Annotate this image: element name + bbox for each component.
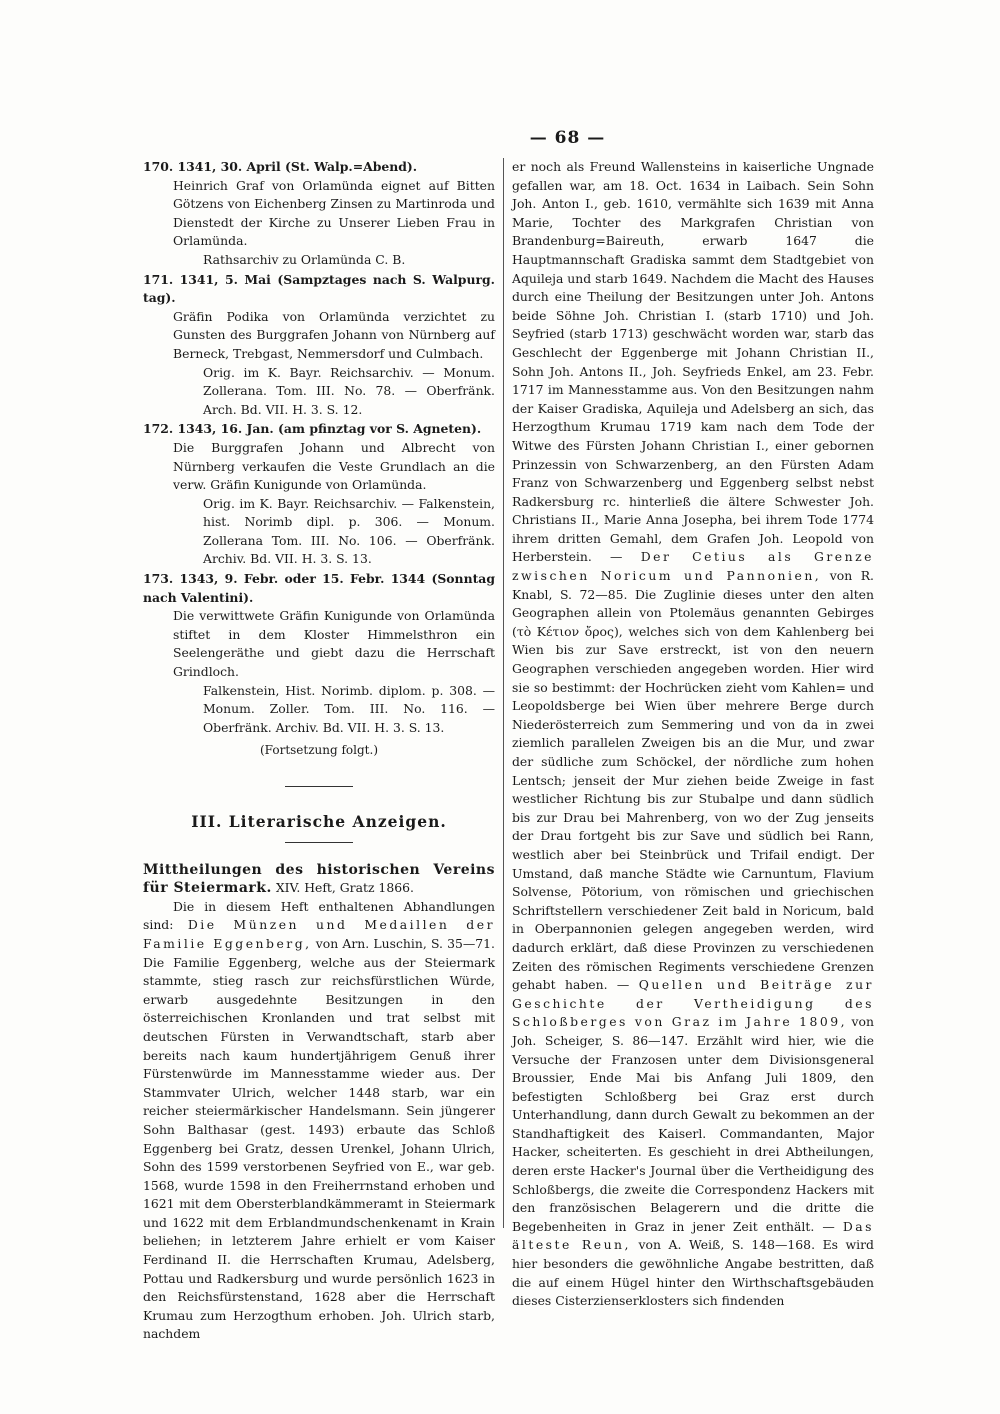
entry-head: 171. 1341, 5. Mai (Sampztages nach S. Walpurg. tag). [143, 271, 495, 306]
review-title: Mittheilungen des historischen Vereins für Steiermark. [143, 861, 495, 897]
article-title: Das älteste Reun, [512, 1218, 874, 1253]
paragraph-text: von Joh. Scheiger, S. 86—147. Erzählt wird hier, wie die Versuche der Franzosen unter dem Divisionsgeneral Broussier, Ende Mai bis Anfang Juli 1809, den befestigten Schloßberg bei Graz erst durch Unterhandlung, dann durch Gewalt zu bekommen an der Standhaftigkeit des Kaiserl. Commandanten, Major Hacker, scheiterten. Es geschieht in drei Abtheilungen, deren erste Hacker's Journal über die Vertheidigung des Schloßbergs, die zweite die Correspondenz Hackers mit den französischen Belagerern und die dritte die Begebenheiten in Graz in jener Zeit enthält. — [512, 1014, 874, 1234]
paragraph-text: von A. Weiß, S. 148—168. Es wird hier besonders die gewöhnliche Angabe bestritten, daß die auf einem Hügel hinter den Wirthschaftsgebäuden dieses Cisterzienserklosters sich findenden [512, 1237, 874, 1309]
section-divider [285, 842, 353, 843]
section-divider [285, 786, 353, 787]
entry-body: Die verwittwete Gräfin Kunigunde von Orlamünda stiftet in dem Kloster Himmelsthron ein Seelengeräthe und giebt dazu die Herrschaft Grindloch. [173, 608, 495, 680]
entry-head: 173. 1343, 9. Febr. oder 15. Febr. 1344 (Sonntag nach Valentini). [143, 571, 495, 605]
entry-body: Heinrich Graf von Orlamünda eignet auf Bitten Götzens von Eichenberg Zinsen zu Martinroda und Dienstedt der Kirche zu Unserer Lieben Frau in Orlamünda. [173, 177, 495, 249]
section-title: III. Literarische Anzeigen. [191, 812, 447, 831]
article-title: Die Münzen und Medaillen der Familie Eggenberg, [143, 917, 495, 951]
entry-body: Gräfin Podika von Orlamünda verzichtet zu Gunsten des Burggrafen Johann von Nürnberg auf Berneck, Trebgast, Nemmersdorf und Culmbach. [173, 308, 495, 361]
paragraph [512, 158, 874, 1311]
entry-source: Rathsarchiv zu Orlamünda C. B. [203, 251, 406, 267]
entry-body: Die Burggrafen Johann und Albrecht von Nürnberg verkaufen die Veste Grundlach an die verw. Gräfin Kunigunde von Orlamünda. [173, 439, 495, 493]
paragraph-text: er noch als Freund Wallensteins in kaiserliche Ungnade gefallen war, am 18. Oct. 1634 in Laibach. Sein Sohn Joh. Anton I., geb. 1610, vermählte sich 1639 mit Anna Marie, Tochter des Markgrafen Christian von Brandenburg=Baireuth, erwarb 1647 die Hauptmannschaft Gradiska sammt dem Stadtgebiet von Aquileja und starb 1649. Nachdem die Macht des Hauses durch eine Theilung der Besitzungen unter Joh. Antons beide Söhne Joh. Christian I. (starb 1710) und Joh. Seyfried (starb 1713) geschwächt worden war, starb das Geschlecht der Eggenberge mit Johann Christian II., Sohn Joh. Antons II., Joh. Seyfrieds Enkel, am 23. Febr. 1717 im Mannesstamme aus. Von den Besitzungen nahm der Kaiser Gradiska, Aquileja und Adelsberg an sich, das Herzogthum Krumau 1719 kam nach dem Tode der Witwe des Fürsten Johann Christian I., einer gebornen Prinzessin von Schwarzenberg, an den Fürsten Adam Franz von Schwarzenberg und Eggenberg selbst nebst Radkersburg rc. hinterließ die ältere Schwester Joh. Christians II., Marie Anna Josepha, bei ihrem Tode 1774 ihrem dritten Gemahl, dem Grafen Joh. Leopold von Herberstein. — [512, 159, 875, 565]
review-edition: XIV. Heft, Gratz 1866. [275, 880, 414, 896]
article-title: Der Cetius als Grenze zwischen Noricum und Pannonien, [512, 549, 874, 584]
entry-172 [143, 420, 495, 569]
entry-source: Falkenstein, Hist. Norimb. diplom. p. 308. — Monum. Zoller. Tom. III. No. 116. — Oberfränk. Archiv. Bd. VII. H. 3. S. 13. [203, 682, 495, 735]
article-title: Quellen und Beiträge zur Geschichte der Vertheidigung des Schloßberges von Graz im Jahre 1809, [512, 977, 874, 1030]
review-intro: Die in diesem Heft enthaltenen Abhandlungen sind: [143, 898, 495, 933]
paragraph-text: von R. Knabl, S. 72—85. Die Zuglinie dieses unter den alten Geographen allein von Ptolemäus genannten Gebirges (τὸ Κέτιον ὄρος), welches sich von dem Kahlenberg bei Wien bis zur Save erstreckt, ist von den neuern Geographen verschieden angegeben worden. Hier wird sie so bestimmt: der Hochrücken zieht vom Kahlen= und Leopoldsberge bei Wien über mehrere Berge durch Niederösterreich zum Semmering und von da in zwei ziemlich parallelen Zweigen bis an die Mur, und zwar der südliche zum Schöckel, der nördliche zum hohen Lentsch; jenseit der Mur ziehen beide Zweige in fast westlicher Richtung bis zur Stubalpe und dann südlich bis zur Drau bei Mahrenberg, von wo der Zug jenseits der Drau fortgeht bis zur Save und südlich bei Rann, westlich aber bei Steinbrück und Trifail endigt. Der Umstand, daß manche Städte wie Carnuntum, Flavium Solvense, Pötorium, von römischen und griechischen Schriftstellern verschiedener Zeit bald in Noricum, bald in Oberpannonien gelegen angegeben werden, wird dadurch erklärt, daß diese Provinzen zu verschiedenen Zeiten des römischen Regiments verschiedene Grenzen gehabt haben. — [512, 568, 874, 993]
entry-source: Orig. im K. Bayr. Reichsarchiv. — Falkenstein, hist. Norimb dipl. p. 306. — Monum. Zollerana Tom. III. No. 106. — Oberfränk. Archiv. Bd. VII. H. 3. S. 13. [203, 495, 495, 567]
entry-173 [143, 570, 495, 737]
entry-171 [143, 271, 495, 420]
left-column [143, 158, 495, 1344]
page-header [0, 128, 1000, 148]
column-divider [503, 158, 504, 1228]
entry-head: 170. 1341, 30. April (St. Walp.=Abend). [143, 159, 418, 174]
review-text: von Arn. Luschin, S. 35—71. Die Familie Eggenberg, welche aus der Steiermark stammte, stieg rasch zur reichsfürstlichen Würde, erwarb ausgedehnte Besitzungen in den österreichischen Kronlanden und trat selbst mit deutschen Fürsten in Verwandtschaft, starb aber bereits nach kaum hundertjährigem Genuß ihrer Fürstenwürde im Mannesstamme wieder aus. Der Stammvater Ulrich, welcher 1448 starb, war ein reicher steiermärkischer Handelsmann. Sein jüngerer Sohn Balthasar (gest. 1493) erbaute das Schloß Eggenberg bei Gratz, dessen Urenkel, Johann Ulrich, Sohn des 1599 verstorbenen Seyfried von E., war geb. 1568, wurde 1598 in den Freiherrnstand erhoben und 1621 mit dem Obersterblandkämmeramt in Steiermark und 1622 mit dem Erblandmundschenkenamt in Krain beliehen; in letzterem Jahre erhielt er vom Kaiser Ferdinand II. die Herrschaften Krumau, Adelsberg, Pottau und Radkersburg und wurde persönlich 1623 in den Reichsfürstenstand, 1628 aber die Herrschaft Krumau zum Herzogthum erhoben. Joh. Ulrich starb, nachdem [143, 935, 495, 1342]
review-body [143, 898, 495, 1344]
page-number: — 68 — [529, 128, 606, 148]
review-heading [143, 861, 495, 898]
entry-source: Orig. im K. Bayr. Reichsarchiv. — Monum. Zollerana. Tom. III. No. 78. — Oberfränk. Arch. Bd. VII. H. 3. S. 12. [203, 364, 495, 417]
continuation-note: (Fortsetzung folgt.) [260, 743, 378, 758]
entry-170 [143, 158, 495, 270]
entry-head: 172. 1343, 16. Jan. (am pfinztag vor S. Agneten). [143, 421, 482, 437]
right-column [512, 158, 874, 1311]
